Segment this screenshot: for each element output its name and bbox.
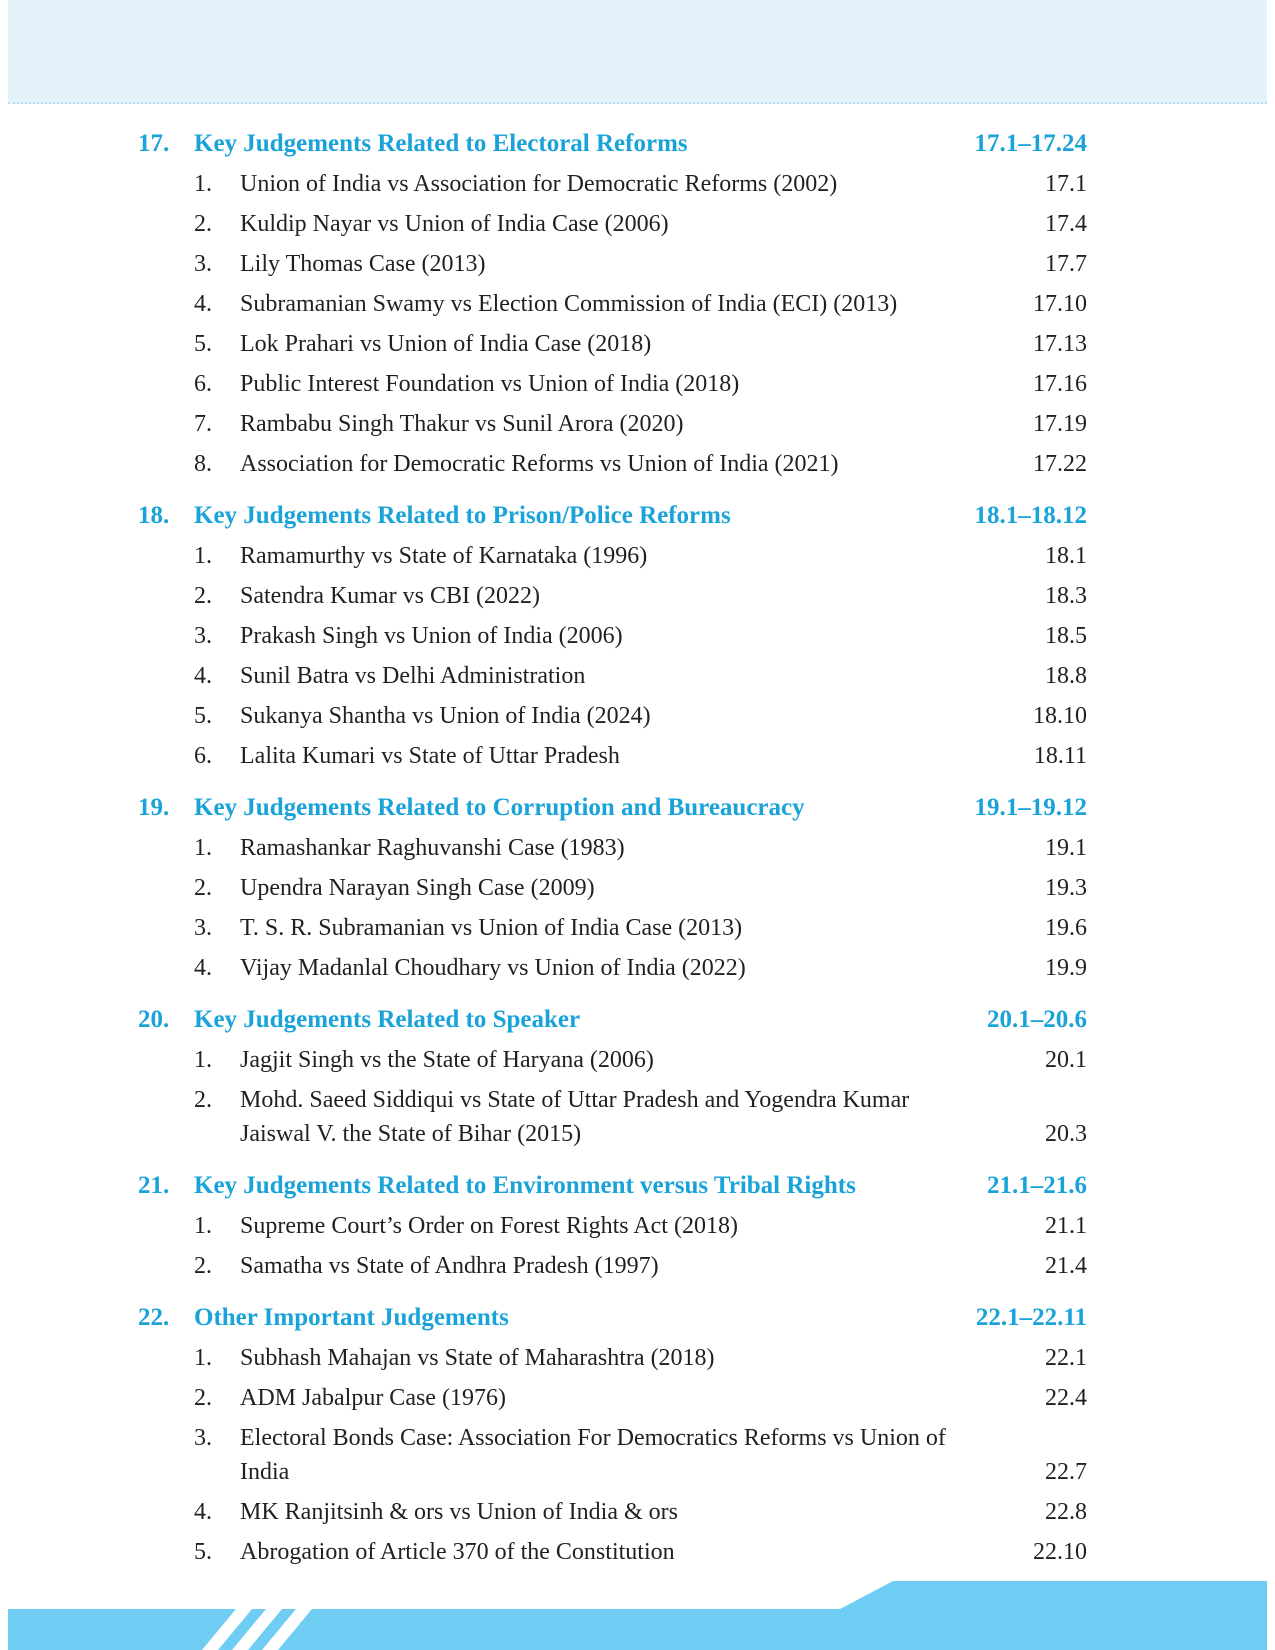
section-heading[interactable]: [0, 788, 1275, 828]
toc-entry[interactable]: [0, 1532, 1275, 1572]
entry-title: Subramanian Swamy vs Election Commission of India (ECI) (2013): [240, 291, 898, 317]
entry-title: Samatha vs State of Andhra Pradesh (1997): [240, 1253, 659, 1279]
toc-entry[interactable]: [0, 1418, 1275, 1492]
entry-number: 5.: [194, 703, 212, 729]
toc-entry[interactable]: [0, 1080, 1275, 1154]
entry-title: Upendra Narayan Singh Case (2009): [240, 875, 595, 901]
entry-title: Lok Prahari vs Union of India Case (2018): [240, 331, 652, 357]
toc-section: [0, 788, 1275, 988]
entry-title: MK Ranjitsinh & ors vs Union of India & ors: [240, 1499, 678, 1525]
section-heading[interactable]: [0, 124, 1275, 164]
entry-page: 18.3: [1045, 583, 1087, 609]
toc-entry[interactable]: [0, 284, 1275, 324]
toc-section: [0, 1298, 1275, 1572]
entry-title: Ramashankar Raghuvanshi Case (1983): [240, 835, 625, 861]
toc-entry[interactable]: [0, 696, 1275, 736]
toc-section: [0, 496, 1275, 776]
entry-page: 17.19: [1033, 411, 1087, 437]
section-number: 17.: [138, 130, 170, 157]
toc-section: [0, 1000, 1275, 1154]
toc-entry[interactable]: [0, 868, 1275, 908]
toc-entry[interactable]: [0, 828, 1275, 868]
entry-page: 22.8: [1045, 1499, 1087, 1525]
entry-title: Rambabu Singh Thakur vs Sunil Arora (2020): [240, 411, 684, 437]
entry-title: Ramamurthy vs State of Karnataka (1996): [240, 543, 648, 569]
entry-page: 22.1: [1045, 1345, 1087, 1371]
entry-page: 18.8: [1045, 663, 1087, 689]
toc-entry[interactable]: [0, 616, 1275, 656]
toc-entry[interactable]: [0, 576, 1275, 616]
entry-number: 2.: [194, 1385, 212, 1411]
toc-entry[interactable]: [0, 536, 1275, 576]
section-number: 20.: [138, 1006, 170, 1033]
entry-number: 4.: [194, 1499, 212, 1525]
entry-title: Prakash Singh vs Union of India (2006): [240, 623, 623, 649]
footer-band: [0, 1570, 1275, 1650]
section-number: 21.: [138, 1172, 170, 1199]
entry-number: 2.: [194, 583, 212, 609]
section-title: Key Judgements Related to Prison/Police Reforms: [194, 502, 731, 529]
toc-entry[interactable]: [0, 244, 1275, 284]
entry-number: 1.: [194, 1345, 212, 1371]
entry-title: ADM Jabalpur Case (1976): [240, 1385, 506, 1411]
entry-number: 1.: [194, 835, 212, 861]
entry-number: 4.: [194, 291, 212, 317]
toc-entry[interactable]: [0, 1492, 1275, 1532]
entry-page: 18.10: [1033, 703, 1087, 729]
section-title: Other Important Judgements: [194, 1304, 509, 1331]
entry-title: Supreme Court’s Order on Forest Rights Act (2018): [240, 1213, 738, 1239]
header-band: [8, 0, 1267, 104]
entry-page: 17.1: [1045, 171, 1087, 197]
entry-title: Satendra Kumar vs CBI (2022): [240, 583, 540, 609]
entry-title: Sukanya Shantha vs Union of India (2024): [240, 703, 651, 729]
entry-number: 2.: [194, 1253, 212, 1279]
entry-title: Lalita Kumari vs State of Uttar Pradesh: [240, 743, 620, 769]
footer-strip: [8, 1581, 1267, 1650]
section-title: Key Judgements Related to Electoral Reforms: [194, 130, 688, 157]
section-number: 22.: [138, 1304, 170, 1331]
table-of-contents: [0, 124, 1275, 1584]
entry-page: 17.16: [1033, 371, 1087, 397]
toc-entry[interactable]: [0, 1206, 1275, 1246]
entry-title: Lily Thomas Case (2013): [240, 251, 486, 277]
section-title: Key Judgements Related to Speaker: [194, 1006, 581, 1033]
entry-number: 1.: [194, 1213, 212, 1239]
section-heading[interactable]: [0, 1298, 1275, 1338]
entry-title: T. S. R. Subramanian vs Union of India Case (2013): [240, 915, 743, 941]
entry-title: Vijay Madanlal Choudhary vs Union of India (2022): [240, 955, 746, 981]
entry-page: 22.10: [1033, 1539, 1087, 1565]
entry-number: 3.: [194, 251, 212, 277]
entry-page: 17.22: [1033, 451, 1087, 477]
entry-number: 5.: [194, 1539, 212, 1565]
section-page-range: 17.1–17.24: [974, 130, 1087, 157]
entry-number: 4.: [194, 663, 212, 689]
entry-title: Union of India vs Association for Democratic Reforms (2002): [240, 171, 838, 197]
toc-entry[interactable]: [0, 404, 1275, 444]
toc-entry[interactable]: [0, 364, 1275, 404]
entry-page: 20.1: [1045, 1047, 1087, 1073]
toc-entry[interactable]: [0, 656, 1275, 696]
entry-number: 4.: [194, 955, 212, 981]
entry-title: Abrogation of Article 370 of the Constitution: [240, 1539, 675, 1565]
section-title: Key Judgements Related to Environment versus Tribal Rights: [194, 1172, 856, 1199]
entry-page: 20.3: [1045, 1121, 1087, 1147]
entry-number: 6.: [194, 371, 212, 397]
entry-number: 2.: [194, 1087, 212, 1113]
entry-number: 2.: [194, 211, 212, 237]
entry-page: 22.4: [1045, 1385, 1087, 1411]
toc-entry[interactable]: [0, 1246, 1275, 1286]
toc-entry[interactable]: [0, 1040, 1275, 1080]
entry-page: 22.7: [1045, 1459, 1087, 1485]
toc-entry[interactable]: [0, 948, 1275, 988]
section-page-range: 18.1–18.12: [974, 502, 1087, 529]
section-number: 19.: [138, 794, 170, 821]
entry-number: 5.: [194, 331, 212, 357]
section-heading[interactable]: [0, 1000, 1275, 1040]
entry-title: Sunil Batra vs Delhi Administration: [240, 663, 586, 689]
entry-page: 18.11: [1033, 743, 1087, 769]
entry-number: 2.: [194, 875, 212, 901]
toc-entry[interactable]: [0, 204, 1275, 244]
entry-page: 19.3: [1045, 875, 1087, 901]
section-heading[interactable]: [0, 1166, 1275, 1206]
section-page-range: 20.1–20.6: [987, 1006, 1087, 1033]
entry-page: 21.1: [1045, 1213, 1087, 1239]
entry-number: 8.: [194, 451, 212, 477]
entry-number: 3.: [194, 915, 212, 941]
entry-page: 17.10: [1033, 291, 1087, 317]
entry-page: 19.9: [1045, 955, 1087, 981]
section-number: 18.: [138, 502, 170, 529]
entry-page: 17.7: [1045, 251, 1087, 277]
entry-page: 21.4: [1045, 1253, 1087, 1279]
entry-page: 17.4: [1045, 211, 1087, 237]
entry-number: 3.: [194, 1425, 212, 1451]
entry-page: 19.6: [1045, 915, 1087, 941]
entry-number: 1.: [194, 171, 212, 197]
section-page-range: 22.1–22.11: [975, 1304, 1087, 1331]
toc-section: [0, 124, 1275, 484]
entry-title: Mohd. Saeed Siddiqui vs State of Uttar Pradesh and Yogendra Kumar Jaiswal V. the State of Bihar (2015): [240, 1087, 910, 1147]
entry-title: Jagjit Singh vs the State of Haryana (2006): [240, 1047, 654, 1073]
entry-page: 18.1: [1045, 543, 1087, 569]
entry-page: 19.1: [1045, 835, 1087, 861]
entry-number: 6.: [194, 743, 212, 769]
section-page-range: 21.1–21.6: [987, 1172, 1087, 1199]
entry-title: Kuldip Nayar vs Union of India Case (2006): [240, 211, 669, 237]
entry-number: 3.: [194, 623, 212, 649]
toc-entry[interactable]: [0, 164, 1275, 204]
section-heading[interactable]: [0, 496, 1275, 536]
entry-number: 1.: [194, 1047, 212, 1073]
entry-page: 18.5: [1045, 623, 1087, 649]
toc-entry[interactable]: [0, 736, 1275, 776]
entry-number: 1.: [194, 543, 212, 569]
entry-title: Public Interest Foundation vs Union of India (2018): [240, 371, 740, 397]
entry-title: Association for Democratic Reforms vs Union of India (2021): [240, 451, 839, 477]
entry-title: Subhash Mahajan vs State of Maharashtra (2018): [240, 1345, 715, 1371]
toc-section: [0, 1166, 1275, 1286]
toc-entry[interactable]: [0, 444, 1275, 484]
toc-entry[interactable]: [0, 1338, 1275, 1378]
toc-entry[interactable]: [0, 1378, 1275, 1418]
section-title: Key Judgements Related to Corruption and Bureaucracy: [194, 794, 805, 821]
entry-page: 17.13: [1033, 331, 1087, 357]
toc-entry[interactable]: [0, 908, 1275, 948]
entry-number: 7.: [194, 411, 212, 437]
section-page-range: 19.1–19.12: [974, 794, 1087, 821]
toc-entry[interactable]: [0, 324, 1275, 364]
entry-title: Electoral Bonds Case: Association For Democratics Reforms vs Union of India: [240, 1425, 946, 1485]
